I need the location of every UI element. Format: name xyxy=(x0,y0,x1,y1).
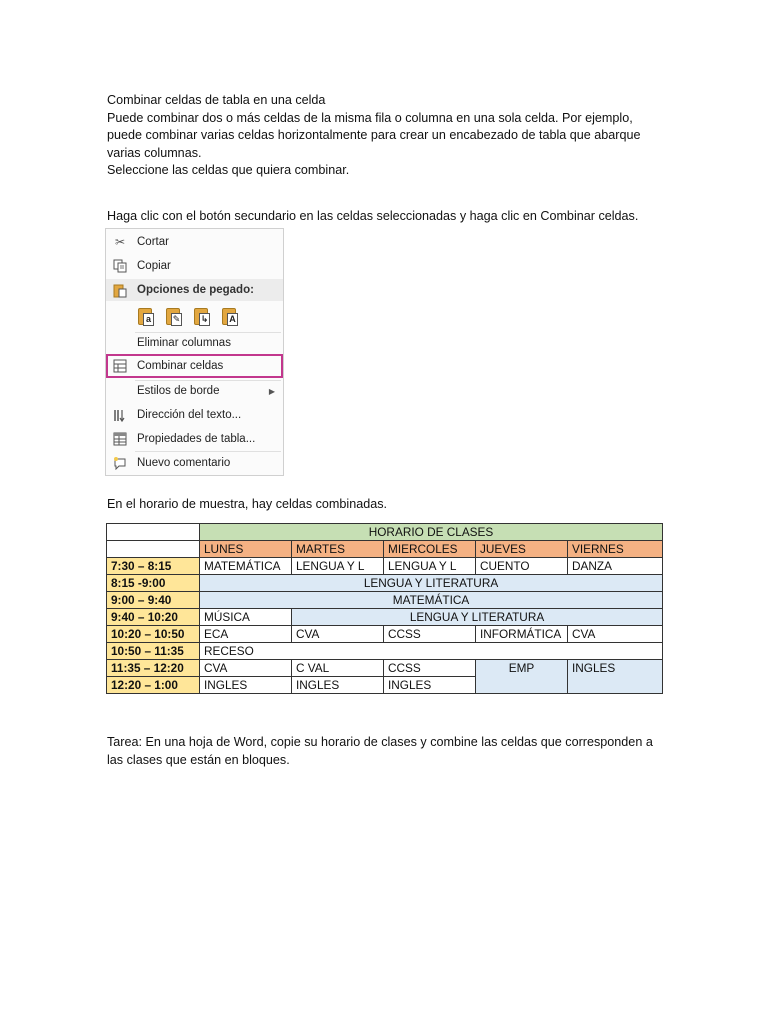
table-cell: CVA xyxy=(292,626,384,643)
text-direction-icon xyxy=(112,407,128,423)
merged-cell: EMP xyxy=(476,660,568,694)
intro-title: Combinar celdas de tabla en una celda xyxy=(107,93,326,107)
menu-item-label: Nuevo comentario xyxy=(137,457,231,469)
intro-line: puede combinar varias celdas horizontalmente para crear un encabezado de tabla que abarque xyxy=(107,128,641,142)
time-cell: 12:20 – 1:00 xyxy=(107,677,200,694)
paste-icon xyxy=(112,282,128,298)
table-row xyxy=(107,558,663,575)
intro-line: varias columnas. xyxy=(107,145,202,160)
menu-item-cut[interactable] xyxy=(106,231,283,253)
merge-cells-icon xyxy=(112,358,128,374)
table-cell xyxy=(107,524,200,541)
scissors-icon: ✂ xyxy=(114,235,126,249)
table-properties-icon xyxy=(112,431,128,447)
table-cell: CCSS xyxy=(384,626,476,643)
table-cell: INGLES xyxy=(384,677,476,694)
schedule-table xyxy=(106,523,663,694)
menu-item-label: Copiar xyxy=(137,260,171,272)
time-cell: 10:20 – 10:50 xyxy=(107,626,200,643)
time-cell: 11:35 – 12:20 xyxy=(107,660,200,677)
menu-item-border-styles[interactable] xyxy=(106,380,283,402)
sample-caption xyxy=(107,496,667,514)
time-cell: 9:40 – 10:20 xyxy=(107,609,200,626)
intro-line: Puede combinar dos o más celdas de la misma fila o columna en una sola celda. Por ejemplo, xyxy=(107,110,633,125)
table-cell: MÚSICA xyxy=(200,609,292,626)
table-cell: LENGUA Y L xyxy=(292,558,384,575)
day-header: MARTES xyxy=(292,541,384,558)
merged-cell: INGLES xyxy=(568,660,663,694)
day-header: MIERCOLES xyxy=(384,541,476,558)
caption-line: En el horario de muestra, hay celdas combinadas. xyxy=(107,497,388,511)
schedule-title: HORARIO DE CLASES xyxy=(200,524,663,541)
copy-icon xyxy=(112,258,128,274)
homework-line: Tarea: En una hoja de Word, copie su horario de clases y combine las celdas que corresponden a xyxy=(107,735,653,749)
menu-item-delete-columns[interactable] xyxy=(106,332,283,354)
instruction-text xyxy=(107,208,667,226)
merged-cell: LENGUA Y LITERATURA xyxy=(200,575,663,592)
day-header: VIERNES xyxy=(568,541,663,558)
table-row xyxy=(107,575,663,592)
table-row xyxy=(107,541,663,558)
table-row xyxy=(107,643,663,660)
table-row xyxy=(107,660,663,677)
instruction-line: Haga clic con el botón secundario en las celdas seleccionadas y haga clic en Combinar celdas. xyxy=(107,209,639,223)
intro-paragraph xyxy=(107,92,667,180)
menu-item-table-properties[interactable] xyxy=(106,428,283,450)
menu-item-label: Opciones de pegado: xyxy=(137,284,254,296)
day-header: JUEVES xyxy=(476,541,568,558)
table-cell: LENGUA Y L xyxy=(384,558,476,575)
day-header: LUNES xyxy=(200,541,292,558)
menu-item-new-comment[interactable] xyxy=(106,452,283,474)
table-cell: CCSS xyxy=(384,660,476,677)
table-cell: INFORMÁTICA xyxy=(476,626,568,643)
table-cell: MATEMÁTICA xyxy=(200,558,292,575)
merged-cell: MATEMÁTICA xyxy=(200,592,663,609)
intro-line: Seleccione las celdas que quiera combinar. xyxy=(107,163,350,177)
menu-item-label: Propiedades de tabla... xyxy=(137,433,256,445)
table-cell: INGLES xyxy=(292,677,384,694)
menu-item-label: Combinar celdas xyxy=(137,360,224,372)
table-row xyxy=(107,524,663,541)
table-cell: CVA xyxy=(568,626,663,643)
table-cell xyxy=(107,541,200,558)
menu-item-copy[interactable] xyxy=(106,255,283,277)
new-comment-icon xyxy=(112,455,128,471)
submenu-arrow-icon: ▶ xyxy=(268,386,275,396)
menu-item-label: Eliminar columnas xyxy=(137,337,231,349)
menu-item-label: Estilos de borde xyxy=(137,385,220,397)
time-cell: 7:30 – 8:15 xyxy=(107,558,200,575)
paste-text-only-icon[interactable]: A xyxy=(221,305,239,327)
table-row xyxy=(107,609,663,626)
paste-options-row xyxy=(137,305,239,327)
table-cell: CVA xyxy=(200,660,292,677)
time-cell: 9:00 – 9:40 xyxy=(107,592,200,609)
menu-item-merge-cells[interactable] xyxy=(106,354,283,378)
menu-item-text-direction[interactable] xyxy=(106,404,283,426)
table-cell: INGLES xyxy=(200,677,292,694)
merged-cell: LENGUA Y LITERATURA xyxy=(292,609,663,626)
paste-merge-format-icon[interactable]: ✎ xyxy=(165,305,183,327)
paste-options-header xyxy=(106,279,283,301)
homework-line: las clases que están en bloques. xyxy=(107,752,290,767)
time-cell: 10:50 – 11:35 xyxy=(107,643,200,660)
context-menu xyxy=(105,228,284,476)
menu-item-label: Dirección del texto... xyxy=(137,409,242,421)
menu-item-label: Cortar xyxy=(137,236,169,248)
table-cell: ECA xyxy=(200,626,292,643)
table-row xyxy=(107,626,663,643)
paste-keep-format-icon[interactable]: a xyxy=(137,305,155,327)
homework-paragraph xyxy=(107,734,687,769)
time-cell: 8:15 -9:00 xyxy=(107,575,200,592)
table-cell: C VAL xyxy=(292,660,384,677)
merged-cell: RECESO xyxy=(200,643,663,660)
table-cell: CUENTO xyxy=(476,558,568,575)
paste-nested-table-icon[interactable]: ↳ xyxy=(193,305,211,327)
table-row xyxy=(107,592,663,609)
table-cell: DANZA xyxy=(568,558,663,575)
